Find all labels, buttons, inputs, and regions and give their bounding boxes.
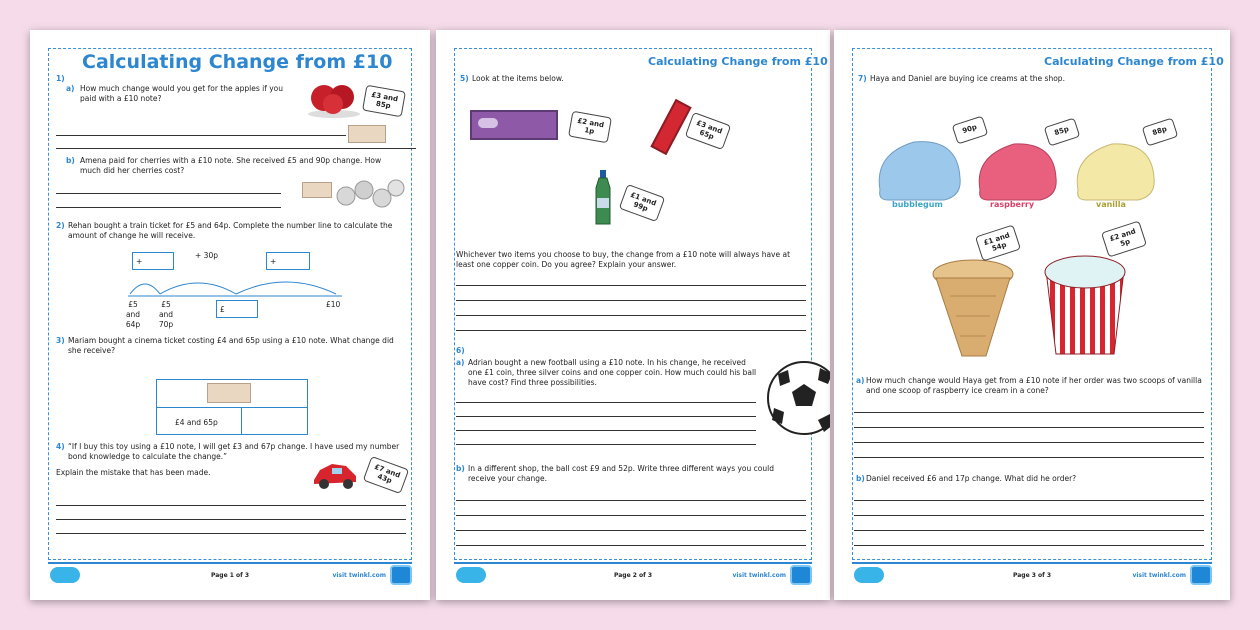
page-title: Calculating Change from £10 bbox=[82, 51, 393, 73]
bar-model bbox=[156, 379, 308, 435]
worksheet-page-1 bbox=[30, 30, 430, 600]
question-2-number: 2) bbox=[56, 221, 65, 230]
ice-cream-cone-image bbox=[930, 256, 1016, 360]
toy-car-price-tag: £7 and 43p bbox=[363, 456, 409, 494]
page-header: Calculating Change from £10 bbox=[1040, 55, 1228, 68]
question-6a-label: a) bbox=[456, 358, 465, 367]
question-1a-text: How much change would you get for the apples if you paid with a £10 note? bbox=[80, 84, 284, 103]
twinkl-go-icon bbox=[390, 565, 412, 585]
apples-image bbox=[306, 80, 362, 120]
answer-line[interactable] bbox=[56, 207, 281, 208]
question-2-text: Rehan bought a train ticket for £5 and 64p. Complete the number line to calculate the amount of change he will receive. bbox=[68, 221, 393, 240]
number-line-middle: £5 and 70p bbox=[158, 300, 174, 329]
question-7-text: Haya and Daniel are buying ice creams at the shop. bbox=[870, 74, 1065, 83]
worksheet-page-2 bbox=[436, 30, 830, 600]
ice-cream-tub-image bbox=[1040, 250, 1130, 358]
number-line bbox=[120, 270, 360, 300]
question-5-body: Whichever two items you choose to buy, the change from a £10 note will always have at least one copper coin. Do you agree? Explain your answer. bbox=[456, 250, 791, 269]
crisps-price-tag: £3 and 65p bbox=[685, 112, 731, 150]
answer-line[interactable] bbox=[456, 430, 756, 431]
answer-line[interactable] bbox=[456, 330, 806, 331]
bar-model-answer-cell[interactable] bbox=[241, 407, 307, 434]
worksheet-page-3 bbox=[834, 30, 1230, 600]
coins-icon bbox=[334, 176, 406, 210]
question-1a-label: a) bbox=[66, 84, 75, 93]
answer-line[interactable] bbox=[56, 533, 406, 534]
answer-line[interactable] bbox=[456, 300, 806, 301]
page-footer bbox=[852, 562, 1212, 586]
answer-line[interactable] bbox=[456, 416, 756, 417]
website-link[interactable]: visit twinkl.com bbox=[732, 572, 786, 579]
number-line-answer-box[interactable]: £ bbox=[216, 300, 258, 318]
question-5-number: 5) bbox=[460, 74, 469, 83]
raspberry-label: raspberry bbox=[990, 200, 1035, 209]
twinkl-logo-icon bbox=[50, 567, 80, 583]
answer-line[interactable] bbox=[456, 545, 806, 546]
question-3-text: Mariam bought a cinema ticket costing £4 and 65p using a £10 note. What change did she receive? bbox=[68, 336, 394, 355]
question-4-instruction: Explain the mistake that has been made. bbox=[56, 468, 211, 477]
page-header: Calculating Change from £10 bbox=[644, 55, 830, 68]
answer-line[interactable] bbox=[456, 515, 806, 516]
answer-line[interactable] bbox=[456, 315, 806, 316]
question-4-text: “If I buy this toy using a £10 note, I will get £3 and 67p change. I have used my number bond knowledge to calculate the change.” bbox=[68, 442, 400, 461]
page-number: Page 2 of 3 bbox=[614, 572, 652, 579]
answer-line[interactable] bbox=[456, 500, 806, 501]
raspberry-price-tag: 85p bbox=[1044, 118, 1081, 147]
twinkl-logo-icon bbox=[854, 567, 884, 583]
question-7b-text: Daniel received £6 and 17p change. What did he order? bbox=[866, 474, 1077, 483]
answer-line[interactable] bbox=[56, 519, 406, 520]
question-7b-label: b) bbox=[856, 474, 865, 483]
page-footer bbox=[48, 562, 412, 586]
water-bottle-image bbox=[592, 168, 614, 226]
question-5-text: Look at the items below. bbox=[472, 74, 564, 83]
water-price-tag: £1 and 99p bbox=[619, 184, 665, 222]
question-1b-label: b) bbox=[66, 156, 75, 165]
page-footer bbox=[454, 562, 812, 586]
answer-line[interactable] bbox=[56, 505, 406, 506]
question-7-number: 7) bbox=[858, 74, 867, 83]
vanilla-label: vanilla bbox=[1096, 200, 1126, 209]
question-1-number: 1) bbox=[56, 74, 65, 83]
bubblegum-label: bubblegum bbox=[892, 200, 943, 209]
twinkl-go-icon bbox=[790, 565, 812, 585]
five-pound-note-icon bbox=[302, 182, 332, 198]
apples-price-tag: £3 and 85p bbox=[362, 85, 406, 118]
twinkl-go-icon bbox=[1190, 565, 1212, 585]
question-6b-label: b) bbox=[456, 464, 465, 473]
answer-line[interactable] bbox=[56, 193, 281, 194]
ten-pound-note-icon bbox=[207, 383, 251, 403]
bar-model-cost: £4 and 65p bbox=[175, 418, 218, 427]
number-line-start: £5 and 64p bbox=[125, 300, 141, 329]
answer-line[interactable] bbox=[456, 285, 806, 286]
number-line-jump-label: + 30p bbox=[195, 251, 218, 260]
answer-line[interactable] bbox=[854, 442, 1204, 443]
answer-line[interactable] bbox=[456, 402, 756, 403]
question-7a-text: How much change would Haya get from a £10 note if her order was two scoops of vanilla and one scoop of raspberry ice cream in a cone? bbox=[866, 376, 1202, 395]
answer-line[interactable] bbox=[56, 148, 416, 149]
page-number: Page 1 of 3 bbox=[211, 572, 249, 579]
question-1b-text: Amena paid for cherries with a £10 note. She received £5 and 90p change. How much did her cherries cost? bbox=[80, 156, 382, 175]
chocolate-bar-image bbox=[470, 110, 558, 140]
answer-line[interactable] bbox=[854, 500, 1204, 501]
answer-line[interactable] bbox=[56, 135, 346, 136]
question-6a-text: Adrian bought a new football using a £10 note. In his change, he received one £1 coin, three silver coins and one copper coin. How much could his ball have cost? Find three possibilities. bbox=[468, 358, 757, 387]
chocolate-price-tag: £2 and 1p bbox=[568, 111, 612, 144]
answer-line[interactable] bbox=[854, 412, 1204, 413]
twinkl-logo-icon bbox=[456, 567, 486, 583]
answer-line[interactable] bbox=[854, 457, 1204, 458]
answer-line[interactable] bbox=[854, 530, 1204, 531]
bubblegum-price-tag: 90p bbox=[952, 116, 989, 145]
question-7a-label: a) bbox=[856, 376, 865, 385]
website-link[interactable]: visit twinkl.com bbox=[332, 572, 386, 579]
answer-line[interactable] bbox=[456, 444, 756, 445]
football-image bbox=[760, 350, 830, 446]
question-3-number: 3) bbox=[56, 336, 65, 345]
cone-price-tag: £1 and 54p bbox=[975, 224, 1021, 261]
number-line-end: £10 bbox=[326, 300, 341, 309]
vanilla-price-tag: 88p bbox=[1142, 118, 1179, 147]
question-4-number: 4) bbox=[56, 442, 65, 451]
answer-line[interactable] bbox=[854, 427, 1204, 428]
question-6-number: 6) bbox=[456, 346, 465, 355]
tub-price-tag: £2 and 5p bbox=[1101, 220, 1147, 257]
answer-line[interactable] bbox=[456, 530, 806, 531]
toy-car-image bbox=[310, 458, 360, 492]
number-line-answer-box[interactable]: + bbox=[266, 252, 310, 270]
vanilla-scoop-image bbox=[1072, 138, 1158, 204]
number-line-answer-box[interactable]: + bbox=[132, 252, 174, 270]
bubblegum-scoop-image bbox=[874, 134, 964, 204]
raspberry-scoop-image bbox=[974, 138, 1060, 204]
answer-line[interactable] bbox=[854, 515, 1204, 516]
ten-pound-note-icon bbox=[348, 125, 386, 143]
website-link[interactable]: visit twinkl.com bbox=[1132, 572, 1186, 579]
page-number: Page 3 of 3 bbox=[1013, 572, 1051, 579]
question-6b-text: In a different shop, the ball cost £9 and 52p. Write three different ways you could receive your change. bbox=[468, 464, 774, 483]
answer-line[interactable] bbox=[854, 545, 1204, 546]
